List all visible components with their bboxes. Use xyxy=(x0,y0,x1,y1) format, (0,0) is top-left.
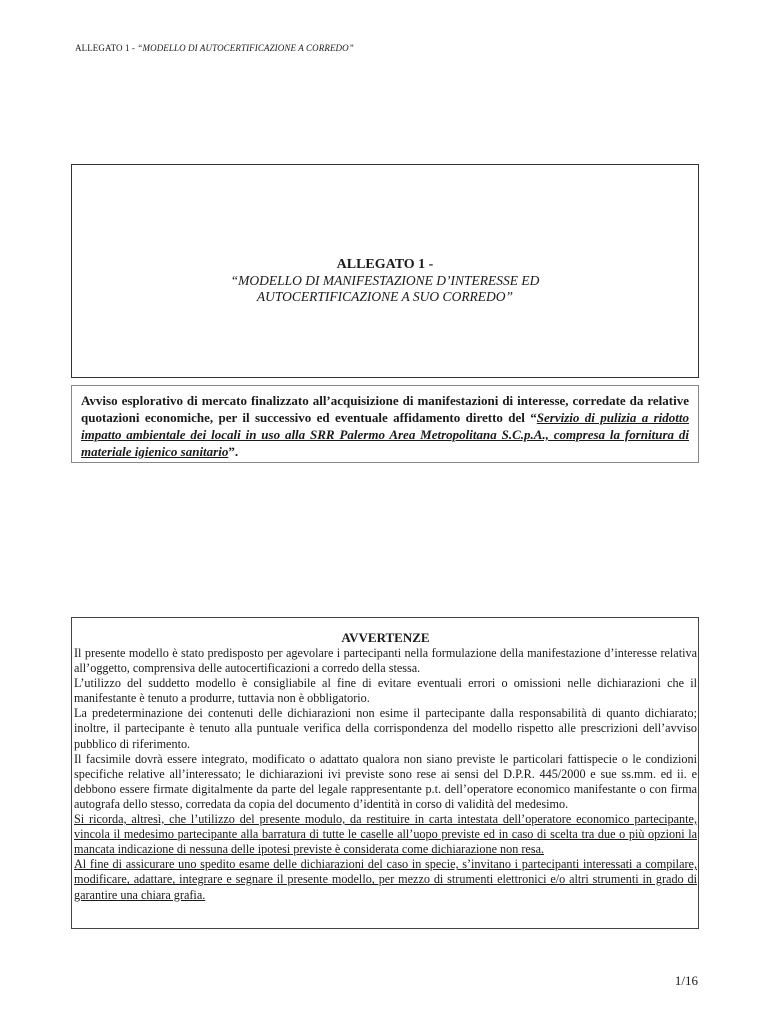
avvertenze-box xyxy=(71,617,699,929)
avvertenze-paragraph-underlined: Si ricorda, altresì, che l’utilizzo del presente modulo, da restituire in carta intestata dell’operatore economico partecipante, vincola il medesimo partecipante alla barratura di tutte le caselle all’uopo previste ed in caso di scelta tra due o più opzioni la mancata indicazione di nessuna delle ipotesi previste è considerata come dichiarazione non resa. xyxy=(74,812,697,857)
page-number: 1/16 xyxy=(674,973,698,988)
avviso-text-end: ”. xyxy=(228,444,239,459)
avvertenze-paragraph: La predeterminazione dei contenuti delle dichiarazioni non esime il partecipante dalla responsabilità di quanto dichiarato; inoltre, il partecipante è tenuto alla puntuale verifica della corrispondenza del modello rispetto alle prescrizioni dell’avviso pubblico di riferimento. xyxy=(74,706,697,751)
allegato-title: ALLEGATO 1 - xyxy=(336,257,434,272)
avviso-box xyxy=(71,385,699,463)
avvertenze-paragraph-underlined: Al fine di assicurare uno spedito esame delle dichiarazioni del caso in specie, s’invitano i partecipanti interessati a compilare, modificare, adattare, integrare e segnare il presente modello, per mezzo di strumenti elettronici e/o altri strumenti in grado di garantire una chiara grafia. xyxy=(74,857,697,902)
running-header xyxy=(75,43,354,53)
avvertenze-paragraph: L’utilizzo del suddetto modello è consigliabile al fine di evitare eventuali errori o omissioni nelle dichiarazioni che il manifestante è tenuto a produrre, tuttavia non è obbligatorio. xyxy=(74,676,697,706)
avviso-text: Avviso esplorativo di mercato finalizzato all’acquisizione di manifestazioni di interesse, corredate da relative quotazioni economiche, per il successivo ed eventuale affidamento diretto del “ xyxy=(81,393,689,425)
title-box xyxy=(71,164,699,378)
allegato-subtitle-line-2: AUTOCERTIFICAZIONE A SUO CORREDO” xyxy=(256,289,514,304)
allegato-subtitle xyxy=(72,273,698,305)
avviso-service-title: Servizio di pulizia a ridotto impatto ambientale dei locali in uso alla SRR Palermo Area Metropolitana S.C.p.A., compresa la fornitura di materiale igienico sanitario xyxy=(81,410,689,459)
running-header-title: “MODELLO DI AUTOCERTIFICAZIONE A CORREDO” xyxy=(137,43,354,53)
running-header-prefix: ALLEGATO 1 - xyxy=(75,43,138,53)
allegato-subtitle-line-1: “MODELLO DI MANIFESTAZIONE D’INTERESSE ED xyxy=(230,273,540,288)
avvertenze-paragraph: Il presente modello è stato predisposto per agevolare i partecipanti nella formulazione della manifestazione d’interesse relativa all’oggetto, comprensiva delle autocertificazioni a corredo della stessa. xyxy=(74,646,697,676)
avvertenze-paragraph: Il facsimile dovrà essere integrato, modificato o adattato qualora non siano previste le particolari fattispecie o le condizioni specifiche relative all’interessato; le dichiarazioni ivi previste sono rese ai sensi del D.P.R. 445/2000 e sue ss.mm. ed ii. e debbono essere firmate digitalmente da parte del legale rappresentante p.t. dell’operatore economico manifestante o con firma autografa dello stesso, corredata da copia del documento d’identità in corso di validità del medesimo. xyxy=(74,751,697,811)
avvertenze-heading: AVVERTENZE xyxy=(341,630,430,645)
